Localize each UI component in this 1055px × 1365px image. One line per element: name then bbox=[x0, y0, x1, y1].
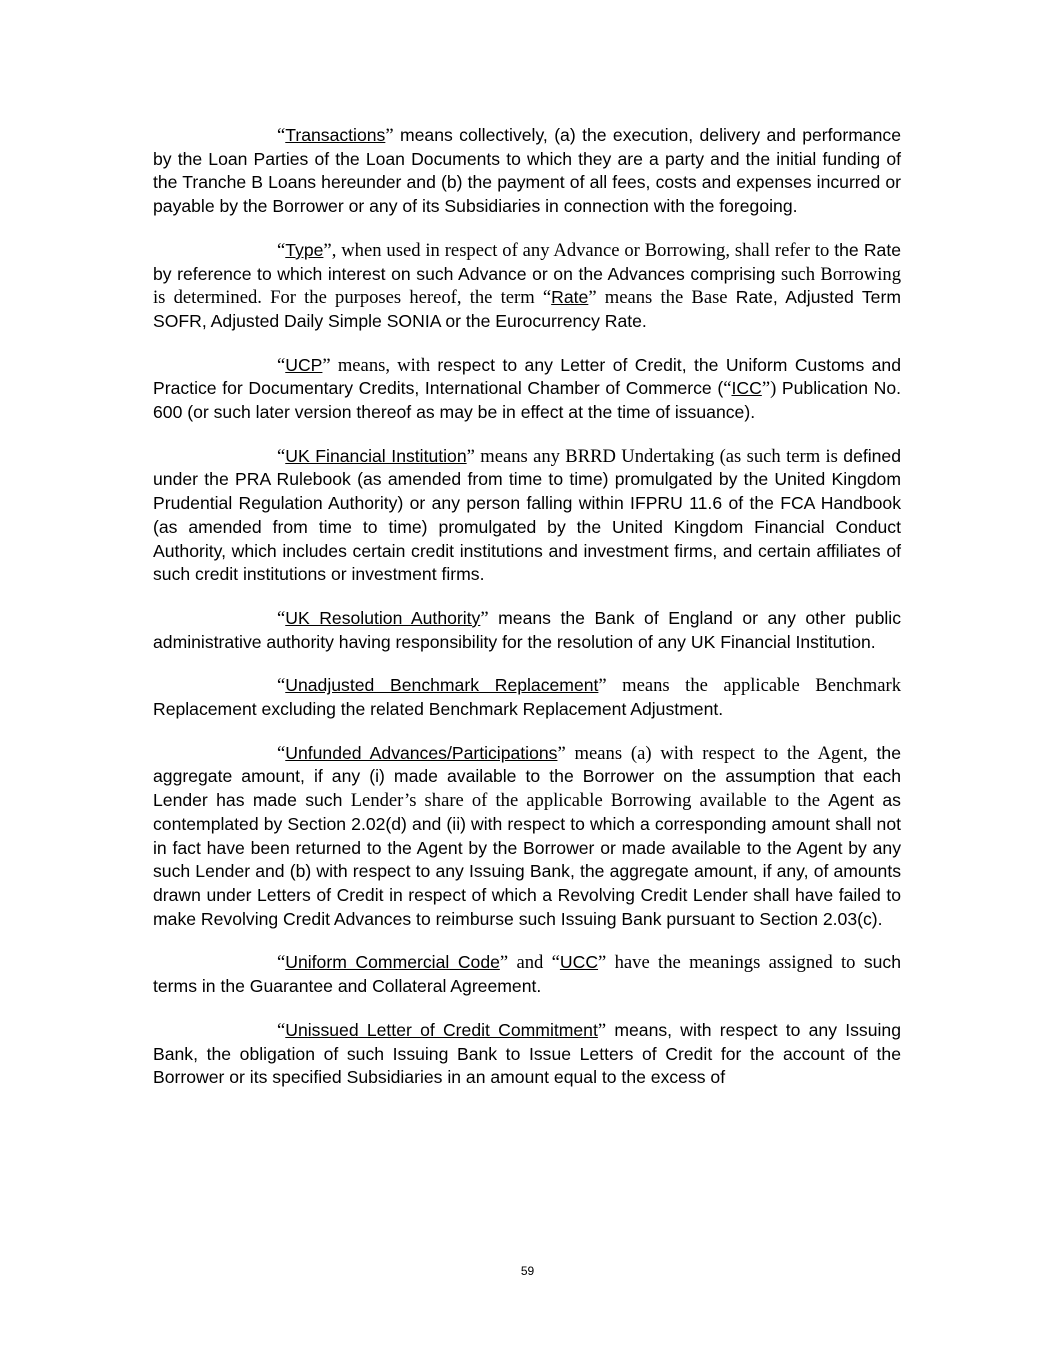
definition-text: the Rate by reference to which interest on such Advance or on the Advances comprising bbox=[153, 239, 901, 284]
definition-paragraph bbox=[153, 674, 901, 721]
defined-term: UK Financial Institution bbox=[285, 445, 467, 466]
definition-text: Lender’s share of the applicable Borrowing available to the bbox=[350, 790, 829, 812]
close-quote: ” bbox=[557, 742, 566, 764]
close-quote: ” bbox=[466, 445, 475, 467]
open-quote: “ bbox=[277, 675, 286, 697]
definition-text: Replacement excluding the related Benchmark Replacement Adjustment. bbox=[153, 699, 724, 720]
definition-text: , when used in respect of any Advance or Borrowing, shall refer to bbox=[331, 239, 835, 261]
close-quote: ” bbox=[323, 239, 332, 261]
open-quote: “ bbox=[277, 239, 286, 261]
definition-text: ” have the meanings assigned to bbox=[598, 952, 864, 974]
definition-text: such terms in the Guarantee and Collateral Agreement. bbox=[153, 952, 901, 997]
definition-paragraph bbox=[153, 354, 901, 425]
defined-term: UK Resolution Authority bbox=[285, 607, 481, 628]
open-quote: “ bbox=[277, 742, 286, 764]
definition-text: Agent as contemplated by Section 2.02(d) and (ii) with respect to which a corresponding amount shall not in fact have been returned to the Agent by the Borrower or made available to the Agent by any such Lender and (b) with respect to any Issuing Bank, the aggregate amount, if any, of amounts drawn under Letters of Credit in respect of which a Revolving Credit Lender shall have failed to make Revolving Credit Advances to reimburse such Issuing Bank pursuant to Section 2.03(c). bbox=[153, 790, 901, 929]
open-quote: “ bbox=[277, 445, 286, 467]
definition-text: defined under the PRA Rulebook (as amended from time to time) promulgated by the United Kingdom Prudential Regulation Authority) or any person falling within IFPRU 11.6 of the FCA Handbook (as amended from time to time) promulgated by the United Kingdom Financial Conduct Authority, which includes certain credit institutions and investment firms, and certain affiliates of such credit institutions or investment firms. bbox=[153, 445, 902, 585]
definition-text: Publication No. 600 (or such later version thereof as may be in effect at the time of issuance). bbox=[153, 378, 901, 423]
document-body bbox=[153, 124, 901, 1110]
close-quote: ” bbox=[480, 607, 489, 629]
defined-term: Unfunded Advances/Participations bbox=[285, 742, 558, 763]
defined-term: ICC bbox=[731, 378, 762, 399]
definition-text: means the applicable Benchmark bbox=[606, 675, 901, 697]
open-quote: “ bbox=[277, 125, 286, 146]
open-quote: “ bbox=[277, 952, 286, 974]
definition-paragraph bbox=[153, 1019, 901, 1090]
definition-text: ” means the Base bbox=[588, 287, 736, 309]
open-quote: “ bbox=[277, 354, 286, 376]
defined-term: UCP bbox=[285, 354, 323, 375]
open-quote: “ bbox=[277, 607, 286, 629]
definition-text: respect to any Letter of Credit, the Uniform Customs and Practice for Documentary Credits, International Chamber of Commerce ( bbox=[153, 354, 901, 399]
definition-paragraph bbox=[153, 124, 901, 219]
definition-text: means any BRRD Undertaking (as such term is bbox=[474, 445, 844, 467]
page-number: 59 bbox=[520, 1264, 535, 1278]
definition-paragraph bbox=[153, 951, 901, 998]
definition-paragraph bbox=[153, 239, 901, 334]
definition-text: means collectively, (a) the execution, delivery and performance by the Loan Parties of the Loan Documents to which they are a party and the initial funding of the Tranche B Loans hereunder and (b) the payment of all fees, costs and expenses incurred or payable by the Borrower or any of its Subsidiaries in connection with the foregoing. bbox=[153, 125, 901, 217]
defined-term: Unissued Letter of Credit Commitment bbox=[285, 1019, 598, 1040]
definition-paragraph bbox=[153, 607, 901, 654]
close-quote: ” bbox=[322, 354, 331, 376]
definition-text: means (a) with respect to the Agent, bbox=[565, 742, 877, 764]
definition-text: the aggregate amount, if any (i) made available to the Borrower on the assumption that each Lender has made such bbox=[153, 742, 901, 811]
close-quote: ” bbox=[385, 125, 394, 146]
definition-text: Rate, Adjusted Term SOFR, Adjusted Daily Simple SONIA or the Eurocurrency Rate. bbox=[153, 287, 901, 331]
defined-term: Rate bbox=[551, 287, 589, 308]
defined-term: Uniform Commercial Code bbox=[285, 952, 500, 973]
close-quote: ” bbox=[598, 675, 607, 697]
definition-text: “ bbox=[723, 378, 732, 400]
close-quote: ” bbox=[499, 952, 509, 974]
definition-paragraph bbox=[153, 742, 901, 932]
defined-term: Unadjusted Benchmark Replacement bbox=[285, 675, 599, 696]
definition-text: means the Bank of England or any other public administrative authority having responsibility for the resolution of any UK Financial Institution. bbox=[153, 607, 901, 652]
definition-text: means, with respect to any Issuing Bank, the obligation of such Issuing Bank to Issue Letters of Credit for the account of the Borrower or its specified Subsidiaries in an amount equal to the excess of bbox=[153, 1019, 901, 1088]
defined-term: UCC bbox=[559, 952, 599, 973]
defined-term: Transactions bbox=[285, 125, 386, 145]
definition-text: ”) bbox=[761, 378, 777, 400]
definition-text: such Borrowing is determined. For the purposes hereof, the term “ bbox=[153, 263, 901, 309]
definition-text: means, with bbox=[330, 354, 438, 376]
defined-term: Type bbox=[285, 239, 324, 260]
open-quote: “ bbox=[277, 1019, 286, 1041]
definition-paragraph bbox=[153, 445, 901, 587]
definition-text: and “ bbox=[508, 952, 560, 974]
close-quote: ” bbox=[597, 1019, 607, 1041]
